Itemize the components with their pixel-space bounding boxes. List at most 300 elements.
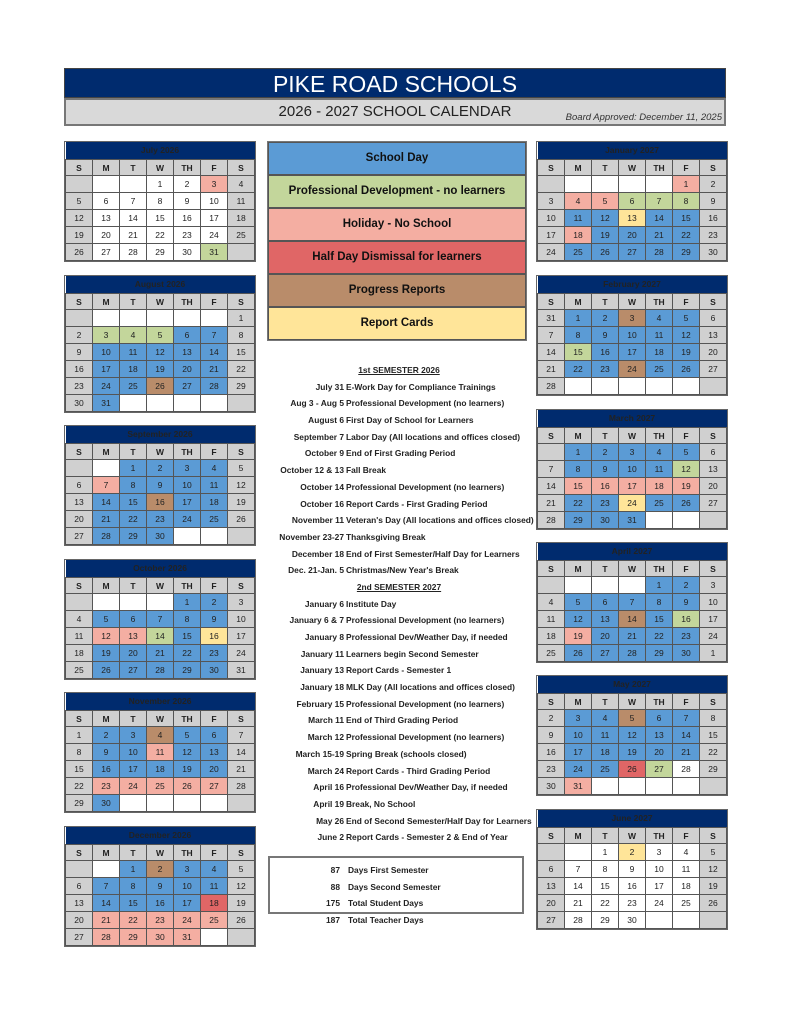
day-cell: 6 [120, 611, 147, 628]
day-cell: 15 [228, 344, 255, 361]
day-cell: 22 [565, 495, 592, 512]
event-row [268, 796, 530, 813]
day-cell: 28 [673, 761, 700, 778]
day-cell: 23 [592, 361, 619, 378]
day-cell: 19 [619, 744, 646, 761]
weekday-label: T [592, 828, 619, 844]
day-cell: 25 [592, 761, 619, 778]
empty-day-cell [66, 460, 93, 477]
event-row [268, 746, 530, 763]
day-cell: 10 [700, 594, 727, 611]
empty-day-cell [93, 176, 120, 193]
day-cell: 28 [565, 912, 592, 929]
event-date: March 11 [308, 715, 344, 726]
weekday-label: TH [174, 294, 201, 310]
day-cell: 17 [700, 611, 727, 628]
weekday-label: T [592, 561, 619, 577]
event-date: October 9 [304, 448, 344, 459]
total-label: Total Student Days [348, 898, 424, 909]
weekday-label: F [673, 561, 700, 577]
day-cell: 14 [646, 210, 673, 227]
day-cell: 26 [673, 495, 700, 512]
day-cell: 25 [646, 495, 673, 512]
day-cell: 26 [592, 244, 619, 261]
total-number: 87 [330, 865, 340, 875]
weekday-label: W [147, 711, 174, 727]
empty-day-cell [646, 778, 673, 795]
empty-day-cell [619, 176, 646, 193]
day-cell: 7 [93, 878, 120, 895]
day-cell: 14 [201, 344, 228, 361]
weekday-label: W [147, 294, 174, 310]
event-description: Break, No School [346, 798, 416, 809]
weekday-label: M [565, 694, 592, 710]
day-cell: 30 [174, 244, 201, 261]
day-cell: 9 [619, 861, 646, 878]
day-cell: 8 [565, 327, 592, 344]
day-cell: 28 [619, 645, 646, 662]
weekday-label: TH [174, 578, 201, 594]
weekday-label: S [538, 160, 565, 176]
day-cell: 17 [93, 361, 120, 378]
day-cell: 14 [538, 478, 565, 495]
day-cell: 21 [228, 761, 255, 778]
weekday-label: TH [646, 561, 673, 577]
empty-day-cell [592, 176, 619, 193]
event-row [268, 729, 530, 746]
empty-day-cell [174, 528, 201, 545]
day-cell: 21 [646, 227, 673, 244]
day-cell: 20 [700, 344, 727, 361]
day-cell: 4 [147, 727, 174, 744]
day-cell: 26 [93, 662, 120, 679]
event-row [268, 512, 534, 529]
weekday-label: S [228, 444, 255, 460]
day-cell: 8 [673, 193, 700, 210]
weekday-label: S [538, 828, 565, 844]
day-cell: 15 [66, 761, 93, 778]
empty-day-cell [538, 176, 565, 193]
day-cell: 21 [147, 645, 174, 662]
day-cell: 3 [619, 444, 646, 461]
empty-day-cell [619, 378, 646, 395]
day-cell: 13 [619, 210, 646, 227]
month-header: January 2027 [538, 142, 727, 160]
day-cell: 12 [592, 210, 619, 227]
day-cell: 17 [619, 478, 646, 495]
empty-day-cell [538, 577, 565, 594]
weekday-label: S [700, 694, 727, 710]
day-cell: 10 [228, 611, 255, 628]
event-row [268, 429, 530, 446]
weekday-label: F [201, 294, 228, 310]
day-cell: 13 [66, 494, 93, 511]
day-cell: 31 [538, 310, 565, 327]
day-cell: 16 [538, 744, 565, 761]
day-cell: 5 [66, 193, 93, 210]
day-cell: 26 [700, 895, 727, 912]
day-cell: 7 [228, 727, 255, 744]
day-cell: 3 [174, 861, 201, 878]
day-cell: 2 [700, 176, 727, 193]
day-cell: 11 [592, 727, 619, 744]
weekday-label: M [93, 160, 120, 176]
weekday-label: S [700, 160, 727, 176]
day-cell: 1 [120, 460, 147, 477]
day-cell: 25 [147, 778, 174, 795]
event-date: September 7 [293, 431, 344, 442]
day-cell: 27 [66, 528, 93, 545]
day-cell: 6 [93, 193, 120, 210]
day-cell: 5 [228, 861, 255, 878]
day-cell: 26 [228, 511, 255, 528]
day-cell: 21 [619, 628, 646, 645]
event-date: October 16 [300, 498, 344, 509]
day-cell: 16 [147, 895, 174, 912]
event-description: Thanksgiving Break [346, 531, 426, 542]
day-cell: 13 [66, 895, 93, 912]
day-cell: 14 [120, 210, 147, 227]
day-cell: 3 [174, 460, 201, 477]
day-cell: 15 [646, 611, 673, 628]
month-header: November 2026 [66, 693, 255, 711]
weekday-label: W [147, 845, 174, 861]
day-cell: 16 [619, 878, 646, 895]
day-cell: 8 [592, 861, 619, 878]
day-cell: 31 [93, 395, 120, 412]
day-cell: 13 [93, 210, 120, 227]
day-cell: 18 [592, 744, 619, 761]
day-cell: 8 [646, 594, 673, 611]
day-cell: 2 [66, 327, 93, 344]
day-cell: 6 [66, 878, 93, 895]
day-cell: 13 [538, 878, 565, 895]
empty-day-cell [66, 310, 93, 327]
empty-day-cell [673, 912, 700, 929]
event-description: Learners begin Second Semester [346, 648, 479, 659]
day-cell: 1 [66, 727, 93, 744]
day-cell: 5 [592, 193, 619, 210]
weekday-label: T [120, 444, 147, 460]
weekday-label: F [201, 578, 228, 594]
day-cell: 5 [228, 460, 255, 477]
day-cell: 21 [565, 895, 592, 912]
day-cell: 11 [228, 193, 255, 210]
day-cell: 25 [120, 378, 147, 395]
event-description: Veteran's Day (All locations and offices closed) [346, 515, 534, 526]
day-cell: 17 [646, 878, 673, 895]
day-cell: 14 [619, 611, 646, 628]
calendar-subtitle-bar [64, 98, 726, 126]
day-cell: 3 [565, 710, 592, 727]
total-label: Total Teacher Days [348, 915, 424, 926]
total-row [270, 912, 522, 929]
month-january-2027 [536, 141, 728, 262]
weekday-label: T [592, 694, 619, 710]
day-cell: 24 [201, 227, 228, 244]
day-cell: 24 [228, 645, 255, 662]
event-date: February 15 [296, 698, 344, 709]
day-cell: 6 [619, 193, 646, 210]
day-cell: 20 [201, 761, 228, 778]
day-cell: 6 [646, 710, 673, 727]
day-cell: 30 [592, 512, 619, 529]
weekday-label: S [66, 578, 93, 594]
month-december-2026 [64, 826, 256, 947]
day-cell: 5 [673, 444, 700, 461]
event-description: Institute Day [346, 598, 397, 609]
day-cell: 15 [120, 494, 147, 511]
day-cell: 27 [66, 929, 93, 946]
day-cell: 23 [93, 778, 120, 795]
day-cell: 29 [66, 795, 93, 812]
event-row [268, 496, 530, 513]
day-cell: 31 [201, 244, 228, 261]
empty-day-cell [228, 528, 255, 545]
event-description: Professional Development (no learners) [346, 481, 505, 492]
empty-day-cell [147, 594, 174, 611]
event-description: End of Second Semester/Half Day for Learners [346, 815, 532, 826]
event-date: January 6 [304, 598, 344, 609]
day-cell: 6 [174, 327, 201, 344]
weekday-label: TH [646, 694, 673, 710]
day-cell: 23 [538, 761, 565, 778]
weekday-label: S [228, 578, 255, 594]
event-date: March 15-19 [295, 748, 344, 759]
day-cell: 10 [201, 193, 228, 210]
weekday-label: T [120, 711, 147, 727]
day-cell: 7 [538, 461, 565, 478]
day-cell: 9 [93, 744, 120, 761]
day-cell: 27 [174, 378, 201, 395]
empty-day-cell [228, 395, 255, 412]
day-cell: 22 [592, 895, 619, 912]
day-cell: 15 [592, 878, 619, 895]
day-cell: 10 [565, 727, 592, 744]
day-cell: 7 [646, 193, 673, 210]
weekday-label: S [538, 428, 565, 444]
day-cell: 7 [147, 611, 174, 628]
day-cell: 9 [147, 477, 174, 494]
day-cell: 18 [673, 878, 700, 895]
event-description: End of Third Grading Period [346, 715, 459, 726]
weekday-label: F [673, 160, 700, 176]
day-cell: 19 [673, 344, 700, 361]
day-cell: 17 [201, 210, 228, 227]
day-cell: 10 [619, 327, 646, 344]
month-september-2026 [64, 425, 256, 546]
empty-day-cell [120, 176, 147, 193]
weekday-label: F [673, 294, 700, 310]
weekday-label: S [228, 160, 255, 176]
weekday-label: F [673, 828, 700, 844]
event-date: June 2 [317, 832, 344, 843]
day-cell: 10 [619, 461, 646, 478]
empty-day-cell [201, 310, 228, 327]
day-cell: 22 [66, 778, 93, 795]
day-cell: 7 [120, 193, 147, 210]
empty-day-cell [700, 378, 727, 395]
month-header: August 2026 [66, 276, 255, 294]
day-cell: 30 [538, 778, 565, 795]
day-cell: 27 [93, 244, 120, 261]
day-cell: 6 [700, 444, 727, 461]
event-date: Dec. 21-Jan. 5 [288, 565, 344, 576]
month-header: September 2026 [66, 426, 255, 444]
month-header: February 2027 [538, 276, 727, 294]
weekday-label: F [673, 694, 700, 710]
day-cell: 9 [174, 193, 201, 210]
weekday-label: W [147, 444, 174, 460]
day-cell: 17 [228, 628, 255, 645]
weekday-label: S [66, 711, 93, 727]
day-cell: 1 [147, 176, 174, 193]
event-date: January 8 [304, 632, 344, 642]
empty-day-cell [700, 512, 727, 529]
day-cell: 23 [147, 912, 174, 929]
day-cell: 29 [120, 528, 147, 545]
weekday-label: M [565, 428, 592, 444]
day-cell: 1 [592, 844, 619, 861]
total-number: 88 [330, 881, 340, 892]
empty-day-cell [646, 176, 673, 193]
day-cell: 15 [174, 628, 201, 645]
legend-item-r: Progress Reports [268, 274, 526, 307]
day-cell: 25 [228, 227, 255, 244]
event-date: April 19 [313, 798, 344, 809]
day-cell: 19 [93, 645, 120, 662]
day-cell: 28 [228, 778, 255, 795]
day-cell: 2 [619, 844, 646, 861]
day-cell: 3 [120, 727, 147, 744]
day-cell: 27 [120, 662, 147, 679]
day-cell: 23 [66, 378, 93, 395]
event-date: November 11 [291, 515, 344, 526]
day-cell: 15 [120, 895, 147, 912]
day-cell: 12 [228, 878, 255, 895]
total-label: Days Second Semester [348, 881, 441, 892]
day-cell: 2 [673, 577, 700, 594]
empty-day-cell [93, 861, 120, 878]
day-cell: 27 [700, 361, 727, 378]
weekday-label: TH [646, 160, 673, 176]
day-cell: 2 [147, 460, 174, 477]
day-cell: 23 [700, 227, 727, 244]
day-cell: 28 [120, 244, 147, 261]
day-cell: 11 [201, 477, 228, 494]
day-cell: 26 [228, 912, 255, 929]
day-cell: 21 [120, 227, 147, 244]
total-row [270, 879, 522, 896]
day-cell: 4 [646, 444, 673, 461]
day-cell: 18 [228, 210, 255, 227]
weekday-label: W [619, 160, 646, 176]
day-cell: 31 [565, 778, 592, 795]
weekday-label: F [201, 160, 228, 176]
day-cell: 30 [673, 645, 700, 662]
day-cell: 14 [673, 727, 700, 744]
event-row [268, 779, 530, 796]
day-cell: 5 [619, 710, 646, 727]
day-cell: 7 [619, 594, 646, 611]
day-cell: 27 [619, 244, 646, 261]
empty-day-cell [93, 594, 120, 611]
event-row [268, 629, 530, 646]
weekday-label: F [201, 444, 228, 460]
day-cell: 2 [174, 176, 201, 193]
empty-day-cell [619, 778, 646, 795]
empty-day-cell [93, 460, 120, 477]
day-cell: 12 [147, 344, 174, 361]
day-cell: 24 [646, 895, 673, 912]
day-cell: 29 [592, 912, 619, 929]
weekday-label: T [120, 578, 147, 594]
weekday-label: M [93, 578, 120, 594]
day-cell: 10 [174, 477, 201, 494]
event-row [268, 412, 530, 429]
day-cell: 26 [565, 645, 592, 662]
weekday-label: M [93, 845, 120, 861]
day-cell: 16 [592, 344, 619, 361]
day-cell: 27 [538, 912, 565, 929]
month-header: July 2026 [66, 142, 255, 160]
weekday-label: TH [646, 294, 673, 310]
day-cell: 12 [93, 628, 120, 645]
day-cell: 4 [565, 193, 592, 210]
day-cell: 23 [174, 227, 201, 244]
day-cell: 14 [228, 744, 255, 761]
day-cell: 7 [93, 477, 120, 494]
event-row [268, 712, 530, 729]
weekday-label: F [673, 428, 700, 444]
day-cell: 6 [201, 727, 228, 744]
total-label: Days First Semester [348, 865, 429, 875]
day-cell: 6 [66, 477, 93, 494]
weekday-label: TH [174, 711, 201, 727]
event-row [268, 529, 530, 546]
day-cell: 4 [120, 327, 147, 344]
day-cell: 11 [147, 744, 174, 761]
empty-day-cell [147, 795, 174, 812]
day-cell: 29 [174, 662, 201, 679]
empty-day-cell [673, 378, 700, 395]
empty-day-cell [120, 594, 147, 611]
day-cell: 11 [673, 861, 700, 878]
weekday-label: M [565, 561, 592, 577]
day-cell: 28 [93, 528, 120, 545]
event-description: Professional Dev/Weather Day, if needed [346, 782, 508, 793]
event-description: End of First Semester/Half Day for Learners [346, 548, 520, 559]
day-cell: 22 [147, 227, 174, 244]
day-cell: 3 [93, 327, 120, 344]
day-cell: 18 [538, 628, 565, 645]
event-description: Report Cards - Third Grading Period [346, 765, 491, 776]
day-cell: 13 [700, 327, 727, 344]
empty-day-cell [565, 378, 592, 395]
day-cell: 20 [93, 227, 120, 244]
empty-day-cell [201, 528, 228, 545]
day-cell: 5 [93, 611, 120, 628]
event-description: Report Cards - Semester 2 & End of Year [346, 832, 508, 843]
month-header: December 2026 [66, 827, 255, 845]
event-description: E-Work Day for Compliance Trainings [346, 381, 496, 392]
day-cell: 3 [538, 193, 565, 210]
day-cell: 1 [700, 645, 727, 662]
weekday-label: T [592, 160, 619, 176]
day-cell: 10 [93, 344, 120, 361]
day-cell: 21 [93, 511, 120, 528]
day-cell: 12 [673, 327, 700, 344]
